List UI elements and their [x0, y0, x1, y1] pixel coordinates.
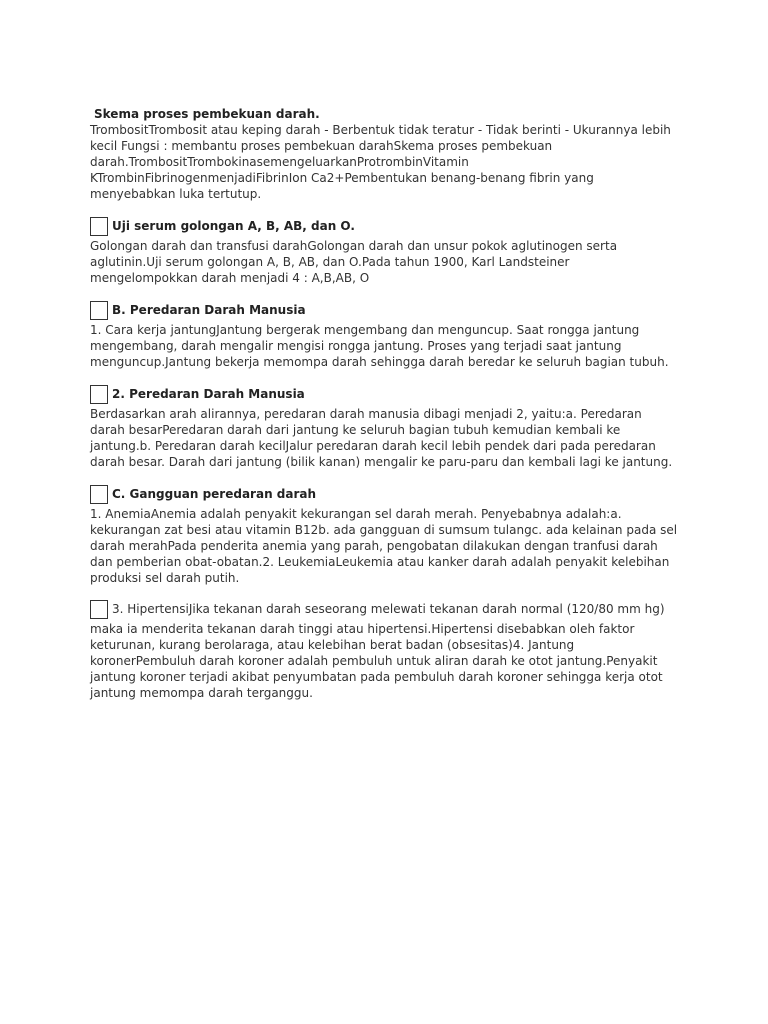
section-hipertensi	[90, 597, 680, 701]
section-uji-serum	[90, 214, 680, 286]
section-lead-text: 3. HipertensiJika tekanan darah seseorang melewati tekanan darah normal (120/80 mm hg)	[112, 602, 665, 616]
checkbox-icon[interactable]	[90, 485, 108, 504]
checkbox-icon[interactable]	[90, 217, 108, 236]
section-peredaran-darah-b	[90, 298, 680, 370]
section-body: maka ia menderita tekanan darah tinggi atau hipertensi.Hipertensi disebabkan oleh faktor keturunan, kurang berolaraga, atau kelebihan berat badan (obsesitas)4. Jantung koronerPembuluh darah koroner adalah pembuluh untuk aliran darah ke otot jantung.Penyakit jantung koroner terjadi akibat penyumbatan pada pembuluh darah koroner sehingga kerja otot jantung memompa darah terganggu.	[90, 622, 663, 700]
section-heading: Uji serum golongan A, B, AB, dan O.	[112, 219, 355, 233]
section-body: 1. AnemiaAnemia adalah penyakit kekurangan sel darah merah. Penyebabnya adalah:a. kekurangan zat besi atau vitamin B12b. ada gangguan di sumsum tulangc. ada kelainan pada sel darah merahPada penderita anemia yang parah, pengobatan dilakukan dengan tranfusi darah dan pemberian obat-obatan.2. LeukemiaLeukemia atau kanker darah adalah penyakit kelebihan produksi sel darah putih.	[90, 507, 678, 585]
checkbox-icon[interactable]	[90, 301, 108, 320]
section-body: Berdasarkan arah alirannya, peredaran darah manusia dibagi menjadi 2, yaitu:a. Peredaran darah besarPeredaran darah dari jantung ke seluruh bagian tubuh kemudian kembali ke jantung.b. Peredaran darah kecilJalur peredaran darah kecil lebih pendek dari pada peredaran darah besar. Darah dari jantung (bilik kanan) mengalir ke paru-paru dan kembali lagi ke jantung.	[90, 407, 673, 469]
section-body: 1. Cara kerja jantungJantung bergerak mengembang dan menguncup. Saat rongga jantung mengembang, darah mengalir mengisi rongga jantung. Proses yang terjadi saat jantung menguncup.Jantung bekerja memompa darah sehingga darah beredar ke seluruh bagian tubuh.	[90, 323, 669, 369]
section-pembekuan-darah	[90, 106, 680, 202]
section-heading: 2. Peredaran Darah Manusia	[112, 387, 305, 401]
section-heading: C. Gangguan peredaran darah	[112, 487, 317, 501]
checkbox-icon[interactable]	[90, 600, 108, 619]
section-peredaran-darah-2	[90, 382, 680, 470]
section-gangguan-peredaran	[90, 482, 680, 586]
section-body: TrombositTrombosit atau keping darah - Berbentuk tidak teratur - Tidak berinti - Ukurannya lebih kecil Fungsi : membantu proses pembekuan darahSkema proses pembekuan darah.TrombositTrombokinasemengeluarkanProtrombinVitamin KTrombinFibrinogenmenjadiFibrinIon Ca2+Pembentukan benang-benang fibrin yang menyebabkan luka tertutup.	[90, 123, 671, 201]
section-body: Golongan darah dan transfusi darahGolongan darah dan unsur pokok aglutinogen serta aglutinin.Uji serum golongan A, B, AB, dan O.Pada tahun 1900, Karl Landsteiner mengelompokkan darah menjadi 4 : A,B,AB, O	[90, 239, 618, 285]
checkbox-icon[interactable]	[90, 385, 108, 404]
section-heading: Skema proses pembekuan darah.	[94, 107, 320, 121]
section-heading: B. Peredaran Darah Manusia	[112, 303, 306, 317]
